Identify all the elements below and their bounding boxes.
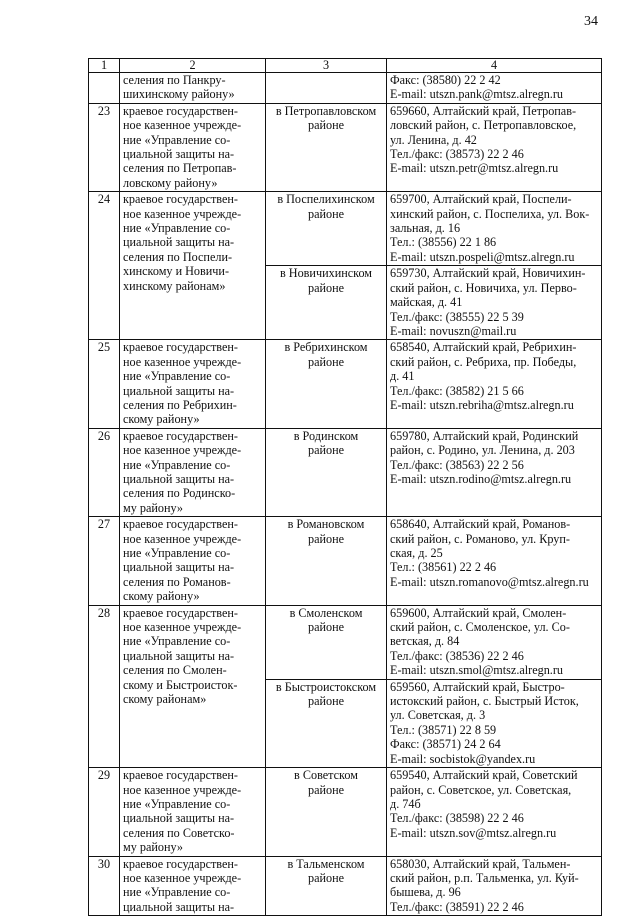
institution-name: краевое государствен- ное казенное учрежде- ние «Управление со- циальной защиты на- селения по Ребрихин- скому району»	[120, 340, 266, 428]
column-number: 4	[387, 59, 602, 73]
column-number: 2	[120, 59, 266, 73]
table-row	[89, 340, 602, 428]
institution-name: краевое государствен- ное казенное учрежде- ние «Управление со- циальной защиты на- селения по Романов- скому району»	[120, 517, 266, 605]
contact-info: 659700, Алтайский край, Поспели- хинский район, с. Поспелиха, ул. Вок- зальная, д. 16 Тел.: (38556) 22 1 86 E-mail: utszn.pospeli@mtsz.alregn.ru	[387, 192, 602, 266]
district: в Поспелихинском районе	[266, 192, 387, 266]
institutions-table	[88, 58, 602, 916]
district: в Новичихинском районе	[266, 266, 387, 340]
institution-name: селения по Панкру- шихинскому району»	[120, 73, 266, 104]
contact-info: Факс: (38580) 22 2 42 E-mail: utszn.pank@mtsz.alregn.ru	[387, 73, 602, 104]
row-number: 25	[89, 340, 120, 428]
contact-info: 659730, Алтайский край, Новичихин- ский район, с. Новичиха, ул. Перво- майская, д. 41 Тел./факс: (38555) 22 5 39 E-mail: novuszn@mail.ru	[387, 266, 602, 340]
table-row-continuation	[89, 73, 602, 104]
institution-name: краевое государствен- ное казенное учрежде- ние «Управление со- циальной защиты на- селения по Родинско- му району»	[120, 428, 266, 516]
institution-name: краевое государствен- ное казенное учрежде- ние «Управление со- циальной защиты на- селения по Поспели- хинскому и Новичи- хинскому районам»	[120, 192, 266, 340]
district: в Советском районе	[266, 768, 387, 856]
table-row	[89, 103, 602, 191]
row-number: 23	[89, 103, 120, 191]
contact-info: 659560, Алтайский край, Быстро- истокский район, с. Быстрый Исток, ул. Советская, д. 3 Тел.: (38571) 22 8 59 Факс: (38571) 24 2 64 E-mail: socbistok@yandex.ru	[387, 679, 602, 767]
contact-info: 658540, Алтайский край, Ребрихин- ский район, с. Ребриха, пр. Победы, д. 41 Тел./факс: (38582) 21 5 66 E-mail: utszn.rebriha@mtsz.alregn.ru	[387, 340, 602, 428]
contact-info: 659780, Алтайский край, Родинский район, с. Родино, ул. Ленина, д. 203 Тел./факс: (38563) 22 2 56 E-mail: utszn.rodino@mtsz.alregn.ru	[387, 428, 602, 516]
table-row	[89, 768, 602, 856]
row-number: 24	[89, 192, 120, 340]
district: в Смоленском районе	[266, 605, 387, 679]
page-number: 34	[584, 14, 598, 29]
contact-info: 658640, Алтайский край, Романов- ский район, с. Романово, ул. Круп- ская, д. 25 Тел.: (38561) 22 2 46 E-mail: utszn.romanovo@mtsz.alregn.ru	[387, 517, 602, 605]
institution-name: краевое государствен- ное казенное учрежде- ние «Управление со- циальной защиты на- селения по Смолен- скому и Быстроисток- скому районам»	[120, 605, 266, 767]
table-row	[89, 605, 602, 679]
row-number: 28	[89, 605, 120, 767]
contact-info: 659540, Алтайский край, Советский район, с. Советское, ул. Советская, д. 74б Тел./факс: (38598) 22 2 46 E-mail: utszn.sov@mtsz.alregn.ru	[387, 768, 602, 856]
row-number	[89, 73, 120, 104]
contact-info: 658030, Алтайский край, Тальмен- ский район, р.п. Тальменка, ул. Куй- бышева, д. 96 Тел./факс: (38591) 22 2 46	[387, 856, 602, 916]
contact-info: 659600, Алтайский край, Смолен- ский район, с. Смоленское, ул. Со- ветская, д. 84 Тел./факс: (38536) 22 2 46 E-mail: utszn.smol@mtsz.alregn.ru	[387, 605, 602, 679]
institution-name: краевое государствен- ное казенное учрежде- ние «Управление со- циальной защиты на-	[120, 856, 266, 916]
column-number: 3	[266, 59, 387, 73]
row-number: 27	[89, 517, 120, 605]
row-number: 26	[89, 428, 120, 516]
table-row	[89, 428, 602, 516]
table-row	[89, 856, 602, 916]
district: в Быстроистокском районе	[266, 679, 387, 767]
row-number: 29	[89, 768, 120, 856]
district: в Петропавловском районе	[266, 103, 387, 191]
row-number: 30	[89, 856, 120, 916]
district	[266, 73, 387, 104]
table-row	[89, 517, 602, 605]
district: в Тальменском районе	[266, 856, 387, 916]
column-number: 1	[89, 59, 120, 73]
column-number-row	[89, 59, 602, 73]
institution-name: краевое государствен- ное казенное учрежде- ние «Управление со- циальной защиты на- селения по Петропав- ловскому району»	[120, 103, 266, 191]
contact-info: 659660, Алтайский край, Петропав- ловский район, с. Петропавловское, ул. Ленина, д. 42 Тел./факс: (38573) 22 2 46 E-mail: utszn.petr@mtsz.alregn.ru	[387, 103, 602, 191]
district: в Ребрихинском районе	[266, 340, 387, 428]
institution-name: краевое государствен- ное казенное учрежде- ние «Управление со- циальной защиты на- селения по Советско- му району»	[120, 768, 266, 856]
district: в Романовском районе	[266, 517, 387, 605]
district: в Родинском районе	[266, 428, 387, 516]
table-row	[89, 192, 602, 266]
